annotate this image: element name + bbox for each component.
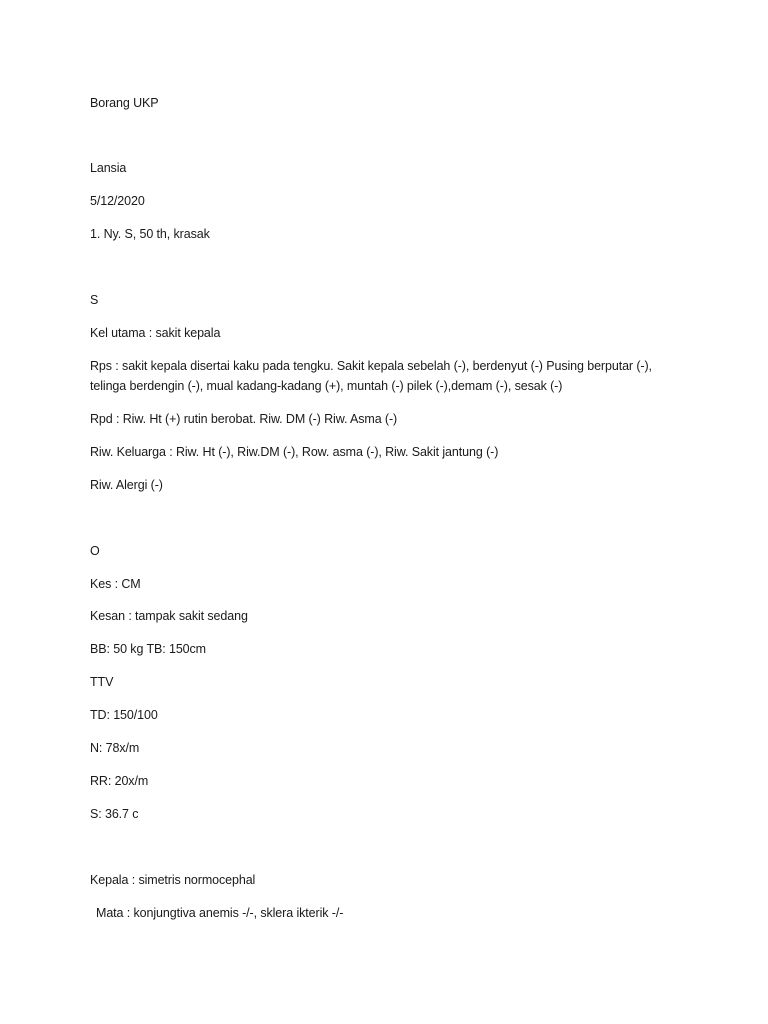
- document-title: Borang UKP: [90, 96, 159, 110]
- kesan-text: Kesan : tampak sakit sedang: [90, 609, 248, 623]
- ttv-label: TTV: [90, 675, 114, 689]
- kesadaran-text: Kes : CM: [90, 577, 141, 591]
- rr-value: RR: 20x/m: [90, 774, 149, 788]
- rps-line-2: telinga berdengin (-), mual kadang-kadang (+), muntah (-) pilek (-),demam (-), sesak (-): [90, 379, 563, 393]
- nadi-value: N: 78x/m: [90, 741, 140, 755]
- bb-tb-text: BB: 50 kg TB: 150cm: [90, 642, 206, 656]
- subjective-header: S: [90, 293, 99, 307]
- date-text: 5/12/2020: [90, 194, 145, 208]
- rps-line-1: Rps : sakit kepala disertai kaku pada tengku. Sakit kepala sebelah (-), berdenyut (-) Pusing berputar (-),: [90, 359, 652, 373]
- td-value: TD: 150/100: [90, 708, 158, 722]
- riwayat-keluarga: Riw. Keluarga : Riw. Ht (-), Riw.DM (-), Row. asma (-), Riw. Sakit jantung (-): [90, 445, 499, 459]
- suhu-value: S: 36.7 c: [90, 807, 139, 821]
- riwayat-alergi: Riw. Alergi (-): [90, 478, 163, 492]
- objective-header: O: [90, 544, 100, 558]
- kepala-text: Kepala : simetris normocephal: [90, 873, 256, 887]
- keluhan-utama: Kel utama : sakit kepala: [90, 326, 221, 340]
- patient-info: 1. Ny. S, 50 th, krasak: [90, 227, 210, 241]
- rpd-text: Rpd : Riw. Ht (+) rutin berobat. Riw. DM (-) Riw. Asma (-): [90, 412, 398, 426]
- category-label: Lansia: [90, 161, 127, 175]
- mata-text: Mata : konjungtiva anemis -/-, sklera ikterik -/-: [96, 906, 344, 920]
